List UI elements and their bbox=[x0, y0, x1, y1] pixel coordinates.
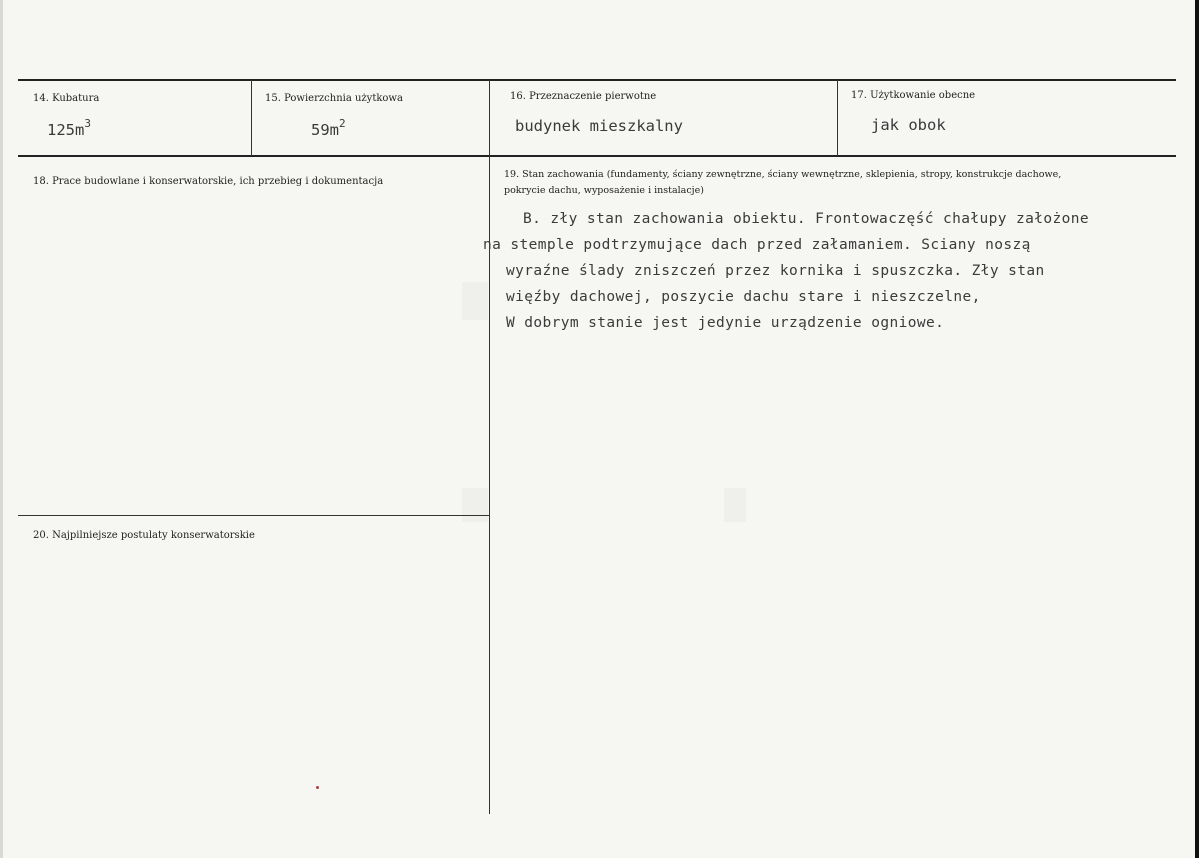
column-divider bbox=[837, 80, 838, 156]
ink-speck bbox=[316, 786, 319, 789]
field-label-powierzchnia: 15. Powierzchnia użytkowa bbox=[265, 93, 403, 104]
column-divider-main bbox=[489, 80, 490, 814]
field-label-kubatura: 14. Kubatura bbox=[33, 93, 100, 104]
field-label-uzytkowanie: 17. Użytkowanie obecne bbox=[851, 90, 976, 101]
field-label-postulaty: 20. Najpilniejsze postulaty konserwatorskie bbox=[33, 530, 255, 541]
scan-smudge bbox=[462, 282, 488, 320]
field-value-uzytkowanie: jak obok bbox=[871, 116, 946, 134]
field-label-przeznaczenie: 16. Przeznaczenie pierwotne bbox=[510, 91, 657, 102]
field-label-prace: 18. Prace budowlane i konserwatorskie, ich przebieg i dokumentacja bbox=[33, 176, 384, 187]
stan-text-line: wyraźne ślady zniszczeń przez kornika i spuszczka. Zły stan bbox=[506, 263, 1045, 279]
column-divider bbox=[251, 80, 252, 156]
card-right-edge bbox=[1195, 0, 1199, 858]
table-top-border bbox=[18, 79, 1176, 81]
stan-text-line: na stemple podtrzymujące dach przed załamaniem. Sciany noszą bbox=[483, 237, 1031, 253]
stan-text-line: W dobrym stanie jest jedynie urządzenie ogniowe. bbox=[506, 315, 945, 331]
field-value-kubatura: $125m^3$ bbox=[47, 117, 91, 139]
field-label-stan: 19. Stan zachowania (fundamenty, ściany zewnętrzne, ściany wewnętrzne, sklepienia, stropy, konstrukcje dachowe, pokrycie dachu, wyposażenie i instalacje) bbox=[504, 169, 1062, 196]
scan-smudge bbox=[462, 488, 488, 522]
card-left-edge bbox=[0, 0, 3, 858]
row-divider bbox=[18, 155, 1176, 157]
field-value-powierzchnia: $59m^2$ bbox=[311, 117, 346, 139]
row-divider-left bbox=[18, 515, 489, 516]
field-value-przeznaczenie: budynek mieszkalny bbox=[515, 117, 683, 135]
scan-smudge bbox=[724, 488, 746, 522]
stan-text-line: B. zły stan zachowania obiektu. Frontowaczęść chałupy założone bbox=[523, 211, 1090, 227]
stan-text-line: więźby dachowej, poszycie dachu stare i nieszczelne, bbox=[506, 289, 981, 305]
